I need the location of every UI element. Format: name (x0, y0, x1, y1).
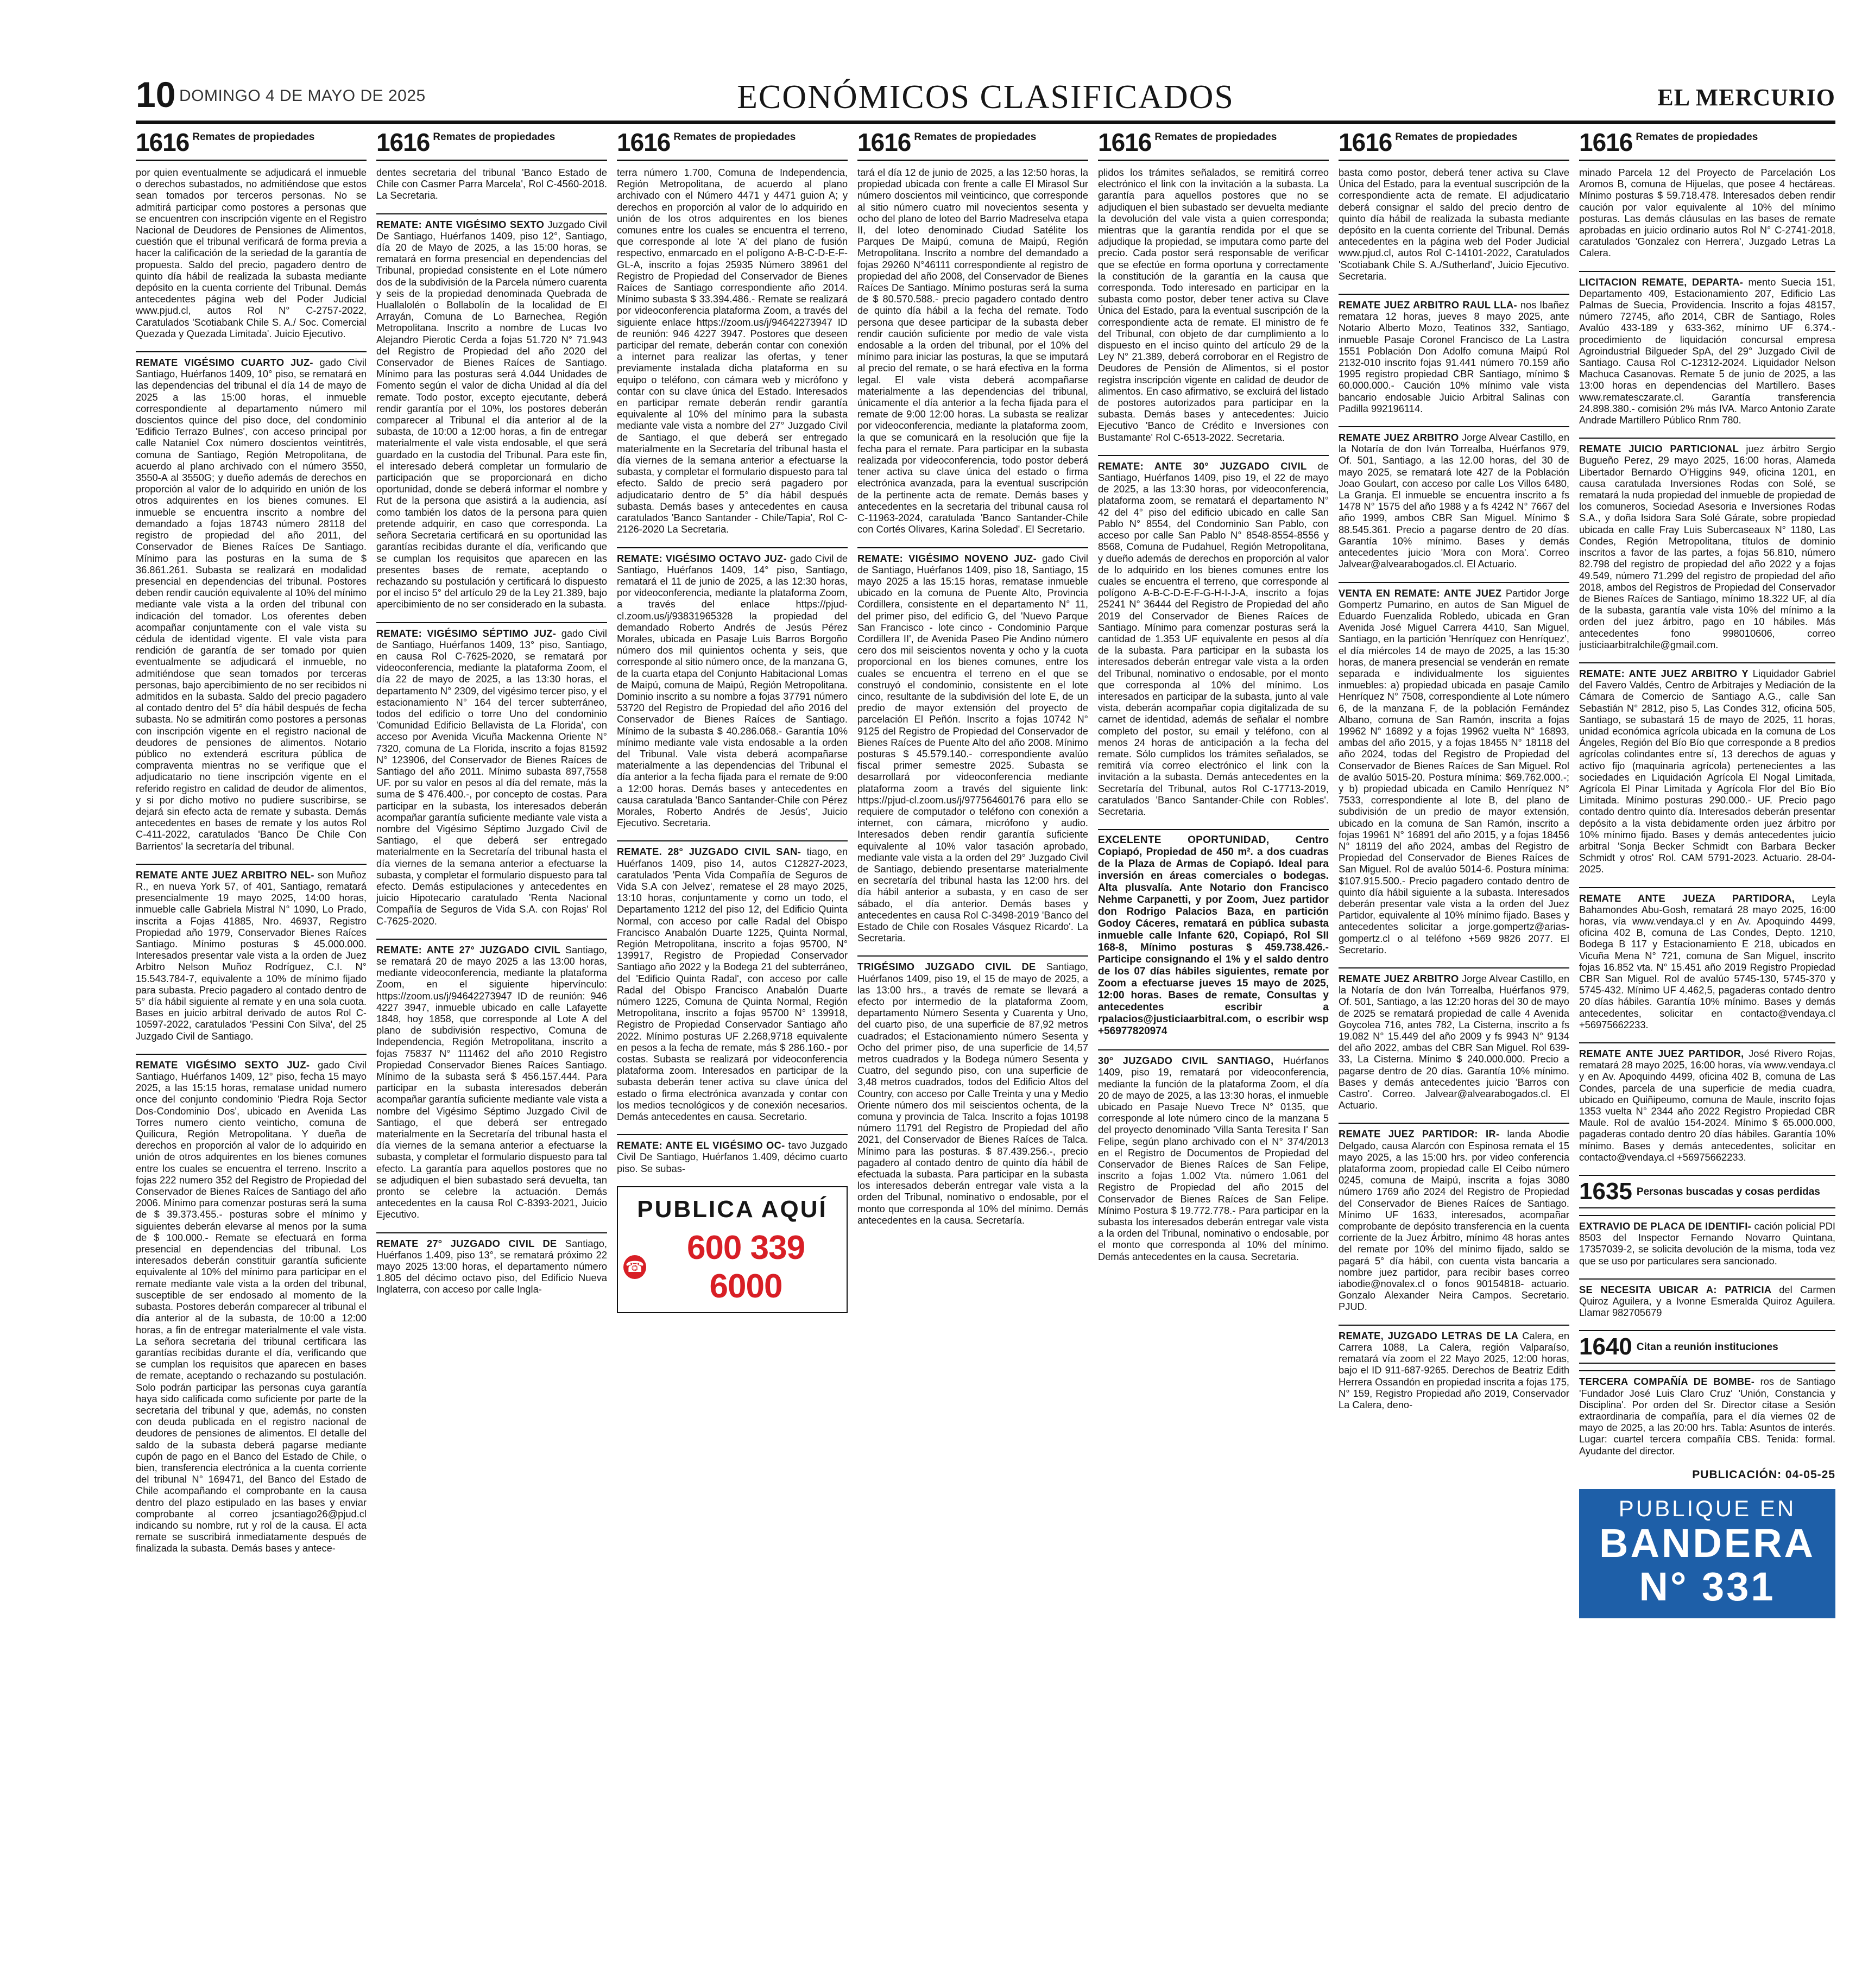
ad-body: cación policial PDI 8503 del Inspector Fernando Novarro Quintana, 17357039-2, se solicita devolución de la misma, toda vez que se uso por particulares sera sancionado. (1579, 1220, 1835, 1267)
section-code: 1616 (857, 128, 911, 156)
classified-ad (1579, 1048, 1835, 1163)
section-1635-header (1579, 1175, 1835, 1208)
ad-heading: REMATE VIGÉSIMO CUARTO JUZ- (136, 357, 320, 369)
ad-divider (1579, 1215, 1835, 1216)
column-5 (1098, 128, 1329, 1971)
ad-body: gado Civil de Santiago, Huérfanos 1409, 14° piso, Santiago, rematará el 11 de junio de 2025, a las 12:30 horas, por videoconferencia, mediante la plataforma Zoom, a través del enlace https://pjud-cl.zoom.us/j/93831965328 la propiedad del demandado Roberto Andrés de Jesús Pérez Morales, ubicada en Pasaje Luis Barros Borgoño número dos mil quinientos ochenta y seis, que corresponde al sitio número once, de la manzana G, de la cuarta etapa del Conjunto Habitacional Lomas de Maipú, comuna de Maipú, Región Metropolitana. Dominio inscrito a su nombre a fojas 37791 número 53720 del Registro de Propiedad del año 2016 del Conservador de Bienes Raíces de Santiago. Mínimo de la subasta $ 40.286.068.- Garantía 10% mínimo mediante vale vista endosable a la orden del Tribunal. Vale vista deberá acompañarse materialmente a las dependencias del Tribunal el día anterior a la fecha fijada para el remate de 9:00 a 12:00 horas. Demás bases y antecedentes en causa caratulada 'Banco Santander-Chile con Pérez Morales, Roberto Andrés de Jesús', Juicio Ejecutivo. Secretaria. (617, 552, 848, 829)
ad-divider (1579, 271, 1835, 272)
page-number: 10 (136, 74, 176, 115)
ad-body: basta como postor, deberá tener activa su Clave Única del Estado, para la eventual suscripción de la correspondiente acta de remate. El adjudicatario deberá consignar el saldo del precio dentro de quinto día hábil de realizada la subasta mediante depósito en la cuenta corriente del Tribunal. Demás antecedentes en la página web del Poder Judicial www.pjud.cl, autos Rol C-14101-2022, Caratulados 'Scotiabank Chile S. A./Sutherland', Juicio Ejecutivo. Secretaria. (1339, 167, 1569, 282)
ad-body: dentes secretaria del tribunal 'Banco Estado de Chile con Casmer Parra Marcela', Rol C-4560-2018. La Secretaria. (376, 167, 607, 201)
phone-number: 600 339 6000 (686, 1229, 805, 1305)
ad-divider (857, 955, 1088, 957)
ad-body: mento Suecia 151, Departamento 409, Estacionamiento 207, Edificio Las Palmas de Suecia, Providencia. Inscrito a fojas 48157, número 72745, año 2014, CBR de Santiago, Roles Avalúo 433-189 y 633-362, mínimo UF 6.374.- procedimiento de liquidación concursal empresa Agroindustrial Bilgueder SpA, del 29° Juzgado Civil de Santiago. Causa Rol C-12312-2024. Liquidador Nelson Machuca Casanovas. Remate 5 de junio de 2025, a las 13:00 horas en dependencias del Martillero. Bases www.rematesczarate.cl. Garantía transferencia 24.898.380.- comisión 2% más IVA. Marco Antonio Zarate Andrade Martillero Público Rnm 780. (1579, 276, 1835, 426)
ad-divider (1339, 582, 1569, 583)
ad-body: ros de Santiago 'Fundador José Luis Claro Cruz' 'Unión, Constancia y Disciplina'. Por orden del Sr. Director citase a Sesión extraordinaria de compañía, para el día viernes 02 de mayo de 2025, a las 20:00 hrs. Tabla: Asuntos de interés. Lugar: cuartel tercera compañía CBS. Tenida: formal. Ayudante del director. (1579, 1376, 1835, 1457)
classified-ad (1339, 299, 1569, 414)
ad-body: plidos los trámites señalados, se remitirá correo electrónico el link con la invitación a la subasta. La garantía para aquellos postores que no se adjudiquen el bien subastado ser devuelta mediante la devolución del vale vista a quien corresponda; mientras que la garantía rendida por el que se adjudique la propiedad, se imputara como parte del precio. Cada postor será responsable de verificar que se efectúe en forma oportuna y correctamente la constitución de la garantía en la causa que corresponda. Todo interesado en participar en la subasta como postor, deber tener activa su Clave Única del Estado, para la eventual suscripción de la correspondiente acta de remate. El ministro de fe del Tribunal, con objeto de dar cumplimiento a lo dispuesto en el inciso quinto del artículo 29 de la Ley N° 21.389, deberá corroborar en el Registro de Deudores de Pensión de Alimentos, si el postor registra inscripción vigente en calidad de deudor de alimentos. En caso afirmativo, se excluirá del listado de postores autorizados para participar en la subasta. Demás bases y antecedentes: Juicio Ejecutivo 'Banco de Crédito e Inversiones con Bustamante' Rol C-6513-2022. Secretaria. (1098, 167, 1329, 443)
ad-heading: REMATE: ANTE EL VIGÉSIMO OC- (617, 1139, 788, 1151)
classified-ad (1339, 1128, 1569, 1312)
publica-aqui-label: PUBLICA AQUÍ (637, 1195, 828, 1223)
section-code: 1616 (136, 128, 190, 156)
ad-body: gado Civil Santiago, Huérfanos 1409, 10° piso, se rematará en las dependencias del tribunal el día 14 de mayo de 2025 a las 15:00 horas, el inmueble correspondiente al departamento número mil doscientos quince del piso doce, del condominio 'Edificio Terrazo Bulnes', con acceso principal por calle Nataniel Cox número doscientos veintitrés, comuna de Santiago, Región Metropolitana, de acuerdo al plano archivado con el número 3550, 3550-A al 3550G; y dueño además de derechos en proporción al valor de lo adquirido en unión de los otros adquirentes en los bienes comunes. El inmueble se encuentra inscrito a nombre del demandado a fojas 18743 número 28118 del registro de propiedad del año 2011, del Conservador de Bienes Raíces De Santiago. Mínimo para las posturas en la suma de $ 36.861.261. Subasta se realizará en modalidad presencial en dependencias del tribunal. Postores deben rendir caución equivalente al 10% del mínimo mediante vale vista a la orden del tribunal con indicación del tomador. Los oferentes deben acompañar conjuntamente con el vale vista su cédula de identidad vigente. El vale vista para rendición de garantía de ser tomado por quien eventualmente se adjudicará el inmueble, no admitiéndose que sean tomados por terceras personas, bajo apercibimiento de no ser recibidos ni admitidos en la subasta. Saldo del precio pagadero al contado dentro del 5° día hábil después de fecha subasta. No se admitirán como postores a personas con inscripción vigente en el registro nacional de deudores de pensiones de alimentos. Notario público no extenderá escritura pública de compraventa mientras no se verifique que el adjudicatario no tiene inscripción vigente en el referido registro en calidad de deudor de alimentos, y si por dicho motivo no pudiere suscribirse, se dejará sin efecto acta de remate y subasta. Demás antecedentes en bases de remate y los autos Rol C-411-2022, caratulados 'Banco De Chile Con Barrientos' la secretaría del tribunal. (136, 357, 367, 852)
classified-ad (376, 1238, 607, 1295)
section-code: 1635 (1579, 1178, 1632, 1205)
ad-heading: REMATE: ANTE 27° JUZGADO CIVIL (376, 944, 565, 955)
classified-ad (1579, 892, 1835, 1030)
section-category: Remates de propiedades (1636, 131, 1758, 143)
section-category: Remates de propiedades (914, 131, 1037, 143)
classified-ad (617, 553, 848, 829)
ad-body: Jorge Alvear Castillo, en la Notaría de don Iván Torrealba, Huérfanos 979, Of. 501, Santiago, a las 12:20 horas del 30 de mayo de 2025 se rematará propiedad de calle 4 Avenida Goycolea 716, antes 782, La Cisterna, inscrito a fs 19.082 N° 15.449 del año 2009 y fs 9943 N° 9134 del año 2022, ambas del CBR San Miguel. Rol 639-33, La Cisterna. Mínimo $ 240.000.000. Precio a pagarse dentro de 20 días. Garantía 10% mínimo. Bases y demás antecedentes juicio 'Barros con Castro'. Correo. Jalvear@alvearabogados.cl. El Actuario. (1339, 973, 1569, 1111)
column-2 (376, 128, 607, 1971)
section-category: Remates de propiedades (1154, 131, 1277, 143)
ad-body: son Muñoz R., en nueva York 57, of 401, Santiago, rematará presencialmente 19 mayo 2025, 14:00 horas, inmueble calle Gabriela Mistral N° 1090, Lo Prado, inscrita a Fojas 41885, Nro. 46937, Registro Propiedad año 1979, Conservador Bienes Raíces Santiago. Mínimo posturas $ 45.000.000. Interesados presentar vale vista a la orden de Juez Arbitro Nelson Muñoz Rodríguez, C.I. N° 15.543.784-7, equivalente a 10% de mínimo fijado para subasta. Precio pagadero al contado dentro de 5° día hábil siguiente al remate y en una sola cuota. Bases en juicio arbitral derivado de autos Rol C-10597-2022, caratulados 'Pessini Con Silva', del 25 Juzgado Civil de Santiago. (136, 869, 367, 1042)
classified-ad (617, 846, 848, 1122)
ad-heading: REMATE JUEZ ARBITRO (1339, 432, 1462, 444)
ad-divider (1098, 455, 1329, 456)
ad-heading: REMATE: ANTE VIGÉSIMO SEXTO (376, 218, 548, 230)
section-code: 1616 (1339, 128, 1392, 156)
ad-divider (1098, 1049, 1329, 1050)
ad-heading: REMATE JUEZ ARBITRO (1339, 973, 1462, 984)
ad-body: Santiago, se rematará 20 de mayo 2025 a las 13:00 horas, mediante videoconferencia, mediante la plataforma Zoom, en el siguiente hipervínculo: https://zoom.us/j/94642273947 ID de reunión: 946 4227 3947, inmueble ubicado en calle Lafayette 1848, hoy 1858, que corresponde al Lote A del plano de subdivisión respectivo, Comuna de Independencia, Región Metropolitana, inscrito a fojas 75837 N° 111462 del año 2010 Registro Propiedad Conservador Bienes Raíces Santiago. Mínimo de la subasta será $ 456.157.444. Para participar en la subasta interesados deberán acompañar garantía suficiente mediante vale vista a nombre del Vigésimo Séptimo Juzgado Civil de Santiago, el que deberá ser entregado materialmente en la Secretaría del tribunal hasta el día viernes de la semana anterior a efectuarse la subasta, y completar el formulario dispuesto para tal efecto. La garantía para aquellos postores que no se adjudiquen el bien subastado será devuelta, tan pronto se celebre la actuación. Demás antecedentes en la causa Rol C-8393-2021, Juicio Ejecutivo. (376, 944, 607, 1220)
classified-ad (857, 167, 1088, 535)
classified-ad (1579, 443, 1835, 650)
ad-body: gado Civil de Santiago, Huérfanos 1409, piso 18, Santiago, 15 mayo 2025 a las 15:15 horas, rematase inmueble ubicado en la comuna de Puente Alto, Provincia Cordillera, consistente en el departamento N° 11, del primer piso, del edificio G, del 'Nuevo Parque San Francisco - lote cinco - Condominio Parque Cordillera II', de Avenida Paseo Pie Andino número cero dos mil seiscientos noventa y ocho y la cuota proporcional en los bienes comunes, entre los cuales se encuentra el terreno en el que se construyó el condominio, consistente en el lote cinco, resultante de la subdivisión del lote E, de un predio de mayor extensión del proyecto de parcelación El Peñón. Inscrito a fojas 10742 N° 9125 del Registro de Propiedad del Conservador de Bienes Raíces de Puente Alto del año 2008. Mínimo posturas $ 45.579.140.- correspondiente avalúo fiscal primer semestre 2025. Subasta se desarrollará por videoconferencia mediante plataforma zoom a través del siguiente link: https://pjud-cl.zoom.us/j/97756460176 para ello se requiere de computador o teléfono con conexión a internet, con cámara, micrófono y audio. Interesados deben rendir garantía suficiente equivalente al 10% valor tasación aprobado, mediante vale vista a la orden del 29° Juzgado Civil de Santiago, debiendo presentarse materialmente en secretaría del tribunal hasta las 12:00 hrs. del día hábil anterior a subasta, y en caso de ser sábado, el día anterior. Demás bases y antecedentes en causa Rol C-3498-2019 'Banco del Estado de Chile con Rosales Vásquez Ricardo'. La Secretaria. (857, 552, 1088, 944)
ad-heading: EXCELENTE OPORTUNIDAD, (1098, 834, 1296, 846)
column-1 (136, 128, 367, 1971)
ad-body: Leyla Bahamondes Abu-Gosh, rematará 28 mayo 2025, 16:00 horas, vía www.vendaya.cl y en Av. Apoquindo 4499, oficina 402 B, comuna de Las Condes, Depto. 1210, Bodega B 117 y Estacionamiento E 218, ubicados en Vicuña Mena N° 721, comuna de San Miguel, inscrito fojas 16.852 vta. N° 15.451 año 2019 Registro Propiedad CBR San Miguel. Rol de avalúo 5745-130, 5745-370 y 5745-432. Mínimo UF 4.462,5, pagaderas contado dentro 20 días hábiles. Garantía 10% mínimo. Bases y demás antecedentes, solicitar en contacto@vendaya.cl +56975662233. (1579, 892, 1835, 1030)
classified-ad (1339, 167, 1569, 282)
classified-ad (1579, 1376, 1835, 1456)
classified-ad (1098, 834, 1329, 1037)
ad-body: terra número 1.700, Comuna de Independencia, Región Metropolitana, de acuerdo al plano archivado con el Número 4471 y 4471 guion A; y derechos en proporción al valor de lo adquirido en unión de los otros adquirentes en los bienes comunes entre los cuales se encuentra el terreno, que corresponde al lote 'A' del plano de fusión respectivo, enmarcado en el polígono A-B-C-D-E-F-GL-A, inscrito a fojas 25935 Número 38961 del Registro de Propiedad del Conservador de Bienes Raíces de Santiago correspondiente año 2014. Mínimo subasta $ 33.394.486.- Remate se realizará por videoconferencia plataforma Zoom, a través del siguiente enlace https://zoom.us/j/94642273947 ID de reunión: 946 4227 3947. Postores que deseen participar del remate, deberán contar con conexión a internet para realizar las ofertas, y tener previamente instalada dicha plataforma en su equipo o teléfono, con cámara web y micrófono y contar con su clave única del Estado. Interesados en participar remate deberán rendir garantía equivalente al 10% del mínimo para la subasta mediante vale vista a nombre del 27° Juzgado Civil de Santiago, el que deberá ser entregado materialmente en la Secretaría del tribunal hasta el día viernes de la semana anterior a efectuarse la subasta, y completar el formulario dispuesto para tal efecto. Saldo de precio será pagadero por adjudicatario dentro de 5° día hábil después subasta. Demás bases y antecedentes en causa caratulados 'Banco Santander - Chile/Tapia', Rol C-2126-2020 La Secretaria. (617, 167, 848, 535)
classified-ad (857, 961, 1088, 1226)
ad-divider (136, 1054, 367, 1055)
bandera-top-text: PUBLIQUE EN (1618, 1495, 1796, 1521)
column-7 (1579, 128, 1835, 1971)
classified-ad (136, 1059, 367, 1554)
ad-body: Jorge Alvear Castillo, en la Notaría de don Iván Torrealba, Huérfanos 979, Of. 501, Santiago, a las 12.00 horas, del 30 de mayo 2025, se rematará lote 427 de la Población Joao Goulart, con acceso por calle Los Villos 6480, La Granja. El inmueble se encuentra inscrito a fs 1478 N° 1575 del año 1988 y a fs 4242 N° 7667 del año 1999, ambos CBR San Miguel. Mínimo $ 88.545.361. Precio a pagarse dentro de 20 días. Garantía 10% mínimo. Bases y demás antecedentes juicio 'Mora con Mora'. Correo Jalvear@alvearabogados.cl. El Actuario. (1339, 432, 1569, 570)
classified-ad (1098, 1055, 1329, 1262)
ad-body: Huérfanos 1409, piso 19, rematará por videoconferencia, mediante la función de la plataforma Zoom, el día 20 de mayo de 2025, a las 13:30 horas, el inmueble ubicado en Pasaje Nuevo Trece N° 0135, que corresponde al lote número cinco de la manzana 5 del proyecto denominado 'Villa Santa Teresita I' San Felipe, según plano archivado con el N° 374/2013 en el Registro de Documentos de Propiedad del Conservador de Bienes Raíces de San Felipe, inscrito a fojas 1.002 Vta. número 1.061 del Registro de Propiedad del año 2015 del Conservador de Bienes Raíces de San Felipe. Mínimo Postura $ 19.772.778.- Para participar en la subasta los interesados deberán entregar vale vista a la orden del Tribunal, nominativo o endosable, por el monto que corresponda al 10% del mínimo. Demás antecedentes en la causa. Secretaria. (1098, 1055, 1329, 1262)
section-category: Remates de propiedades (673, 131, 796, 143)
ad-body: minado Parcela 12 del Proyecto de Parcelación Los Aromos B, comuna de Hijuelas, que posee 4 hectáreas. Mínimo posturas $ 59.718.478. Interesados deben rendir caución por valor equivalente al 10% del mínimo posturas. Las demás cláusulas en las bases de remate aprobadas en juicio ordinario autos Rol N° C-2741-2018, caratulados 'Gonzalez con Herrera', Juzgado Letras La Calera. (1579, 167, 1835, 259)
section-code: 1616 (1098, 128, 1152, 156)
classified-ad (136, 357, 367, 852)
classified-ad (376, 628, 607, 927)
page-header (136, 76, 1835, 119)
classified-ad (376, 167, 607, 201)
ad-divider (1579, 1042, 1835, 1043)
classified-ad (136, 869, 367, 1042)
column-header (376, 128, 607, 161)
ad-heading: REMATE VIGÉSIMO SEXTO JUZ- (136, 1059, 318, 1071)
ad-heading: REMATE: VIGÉSIMO NOVENO JUZ- (857, 552, 1043, 564)
section-code: 1616 (376, 128, 430, 156)
ad-body: tavo Juzgado Civil De Santiago, Huérfanos 1.409, décimo cuarto piso. Se subas- (617, 1139, 848, 1174)
publica-aqui-box (617, 1186, 848, 1313)
ad-heading: REMATE. 28° JUZGADO CIVIL SAN- (617, 846, 807, 858)
ad-divider (857, 547, 1088, 548)
ad-heading: REMATE, JUZGADO LETRAS DE LA (1339, 1329, 1523, 1341)
ad-body: José Rivero Rojas, rematará 28 mayo 2025, 16:00 horas, vía www.vendaya.cl y en Av. Apoquindo 4499, oficina 402 B, comuna de Las Condes, parcela de una superficie de media cuadra, ubicado en Quiñipeumo, comuna de Maule, inscrito fojas 1353 vuelta N° 2344 año 2022 Registro Propiedad CBR Maule. Rol de avalúo 154-2024. Mínimo $ 65.000.000, pagaderas contado dentro 20 días hábiles. Garantía 10% mínimo. Bases y demás antecedentes, solicitar en contacto@vendaya.cl +56975662233. (1579, 1048, 1835, 1163)
ad-heading: REMATE: ANTE JUEZ ARBITRO Y (1579, 667, 1753, 679)
ad-divider (1339, 1325, 1569, 1326)
ad-heading: LICITACION REMATE, DEPARTA- (1579, 276, 1749, 288)
section-title: ECONÓMICOS CLASIFICADOS (737, 79, 1234, 116)
ad-heading: REMATE JUEZ ARBITRO RAUL LLA- (1339, 299, 1520, 311)
ad-divider (617, 840, 848, 841)
ad-divider (1339, 426, 1569, 427)
ad-body: Calera, en Carrera 1088, La Calera, región Valparaíso, rematará vía zoom el 22 Mayo 2025, 12:00 horas, bajo el ID 911-687-9265. Derechos de Beatriz Edith Herrera Ossandón en propiedad inscrita a fojas 175, N° 159, Registro Propiedad año 2019, Conservador La Calera, deno- (1339, 1329, 1569, 1410)
page-date: DOMINGO 4 DE MAYO DE 2025 (179, 87, 426, 105)
classified-ad (1579, 276, 1835, 426)
classified-ad (1579, 1220, 1835, 1267)
publication-date: PUBLICACIÓN: 04-05-25 (1692, 1468, 1835, 1481)
ad-body: tará el día 12 de junio de 2025, a las 12:50 horas, la propiedad ubicada con frente a calle El Mirasol Sur número doscientos mil veinticinco, que corresponde al sitio número cuatro mil novecientos sesenta y ocho del plano de loteo del Barrio Madreselva etapa II, del loteo denominado Ciudad Satélite los Parques De Maipú, comuna de Maipú, Región Metropolitana. Inscrito a nombre del demandado a fojas 29260 N°46111 correspondiente al registro de propiedad del año 2008, del Conservador de Bienes Raíces De Santiago. Mínimo posturas será la suma de $ 80.570.588.- precio pagadero contado dentro de quinto día hábil a la fecha del remate. Todo persona que desee participar de la subasta deber rendir caución suficiente por medio de vale vista endosable a la orden del tribunal, por el 10% del mínimo para iniciar las posturas, la que se imputará al precio del remate, o se hará efectiva en la forma legal. El vale vista deberá acompañarse materialmente a las dependencias del tribunal, únicamente el día anterior a la fecha fijada para el remate de 9:00 12:00 horas. La subasta se realizar por videoconferencia, mediante la plataforma zoom, la que se comunicará en la resolución que fije la fecha para el remate. Para participar en la subasta realizada por videoconferencia, todo postor deberá tener activa su clave única del estado o firma electrónica avanzada, para la eventual suscripción de la pertinente acta de remate. Demás bases y antecedentes en la secretaria del tribunal causa rol C-11963-2024, caratulada 'Banco Santander-Chile con Cortés Olivares, Karina Soledad'. El Secretario. (857, 167, 1088, 535)
ad-heading: REMATE ANTE JUEZ ARBITRO NEL- (136, 869, 318, 881)
classified-ad (1339, 432, 1569, 569)
ad-body: nos Ibañez rematara 12 horas, jueves 8 mayo 2025, ante Notario Alberto Mozo, Teatinos 332, Santiago, inmueble Pasaje Coronel Francisco de La Lastra 1551 Población Don Adolfo comuna Maipú Rol 2132-010 inscrito fojas 91.441 número 70.159 año 1995 registro propiedad CBR Santiago, mínimo $ 60.000.000.- Caución 10% mínimo vale vista bancario endosable Juicio Arbitral Salinas con Padilla 992196114. (1339, 299, 1569, 414)
column-4 (857, 128, 1088, 1971)
ad-heading: REMATE ANTE JUEZA PARTIDORA, (1579, 892, 1812, 904)
ad-body: gado Civil de Santiago, Huérfanos 1409, 13° piso, Santiago, en causa Rol C-7625-2020, se rematará por videoconferencia, mediante la plataforma Zoom, el día 22 de mayo de 2025, a las 13:30 horas, el departamento N° 2309, del vigésimo tercer piso, y el estacionamiento N° 164 del tercer subterráneo, todos del edificio o torre Uno del condominio 'Comunidad Edificio Bellavista de La Florida', con acceso por Avenida Vicuña Mackenna Oriente N° 7320, comuna de La Florida, inscrito a fojas 81592 N° 123906, del Conservador de Bienes Raíces de Santiago del año 2011. Mínimo subasta 897,7558 UF. por su valor en pesos al día del remate, más la suma de $ 476.400.-, por concepto de costas. Para participar en la subasta, los interesados deberán acompañar garantía suficiente mediante vale vista a nombre del Vigésimo Séptimo Juzgado Civil de Santiago, el que deberá ser entregado materialmente en la Secretaría del tribunal hasta el día viernes de la semana anterior a efectuarse la subasta, y completar el formulario dispuesto para tal efecto. Demás estipulaciones y antecedentes en juicio Hipotecario caratulado 'Renta Nacional Compañía de Seguros de Vida S.A. con Rojas' Rol C-7625-2020. (376, 627, 607, 927)
ad-divider (136, 864, 367, 865)
section-category: Remates de propiedades (1395, 131, 1518, 143)
section-category: Remates de propiedades (192, 131, 315, 143)
publica-phone (623, 1229, 841, 1306)
ad-divider (1339, 967, 1569, 968)
classified-ad (376, 219, 607, 610)
section-category: Citan a reunión instituciones (1636, 1341, 1778, 1353)
ad-body: de Santiago, Huérfanos 1409, piso 19, el 22 de mayo de 2025, a las 13:30 horas, por videoconferencia, plataforma zoom, se rematará el departamento N° 42 del 4° piso del edificio ubicado en calle San Pablo N° 8554, del Condominio San Pablo, con acceso por calle San Pablo N° 8548-8554-8556 y 8568, Comuna de Pudahuel, Región Metropolitana, y dueño además de derechos en proporción al valor de lo adquirido en los bienes comunes entre los cuales se encuentra el terreno, que corresponde al polígono A-B-C-D-E-F-G-H-I-J-A, inscrito a fojas 25241 N° 36444 del Registro de Propiedad del año 2019 del Conservador de Bienes Raíces de Santiago. Mínimo para comenzar posturas será la cantidad de 1.353 UF equivalente en pesos al día de la subasta. Para participar en la subasta los interesados deberán entregar vale vista a la orden del Tribunal, nominativo o endosable, por el monto que corresponda al 10% del mínimo. Los interesados en participar de la subasta, junto al vale vista, deberán acompañar copia digitalizada de su carnet de identidad, además de señalar el nombre completo del postor, su email y teléfono, con al menos 24 horas de anticipación a la fecha del remate. Sólo cumplidos los trámites señalados, se remitirá vía correo electrónico el link con la invitación a la subasta. Demás antecedentes en la Secretaría del Tribunal, autos Rol C-17713-2019, caratulados 'Banco Santander-Chile con Robles'. Secretaria. (1098, 460, 1329, 817)
ad-heading: REMATE: VIGÉSIMO OCTAVO JUZ- (617, 552, 790, 564)
classified-ad (1339, 587, 1569, 956)
column-header (617, 128, 848, 161)
ad-heading: REMATE: ANTE 30° JUZGADO CIVIL (1098, 460, 1318, 472)
classified-ad (1579, 668, 1835, 875)
section-code: 1616 (1579, 128, 1633, 156)
ad-body: landa Abodie Delgado, causa Alarcón con Espinosa remata el 15 mayo 2025, a las 15:00 hrs. por video conferencia plataforma zoom, propiedad calle El Ceibo número 0245, comuna de Maipú, inscrita a fojas 3080 número 1769 año 2024 del Registro de Propiedad del Conservador de Bienes Raíces de Santiago. Mínimo UF 1633, interesados, acompañar comprobante de depósito transferencia en la cuenta corriente de la Juez Árbitro, mínimo 48 horas antes del remate por 10% del mínimo fijado, saldo se pagará 5° día hábil, con cuenta vista bancaria a nombre juez partidor, para recibir bases correo iabodie@novalex.cl o fonos 90154818- actuario. Gonzalo Alexander Neira Campos. Secretario. PJUD. (1339, 1128, 1569, 1313)
column-header (1339, 128, 1569, 161)
ad-heading: EXTRAVIO DE PLACA DE IDENTIFI- (1579, 1220, 1754, 1232)
ad-heading: REMATE 27° JUZGADO CIVIL DE (376, 1237, 565, 1249)
bandera-bottom-text: BANDERA N° 331 (1599, 1520, 1815, 1609)
ad-divider (376, 939, 607, 940)
ad-divider (1579, 1278, 1835, 1280)
ad-divider (1579, 1370, 1835, 1371)
classified-ad (1579, 1284, 1835, 1319)
ad-heading: TRIGÉSIMO JUZGADO CIVIL DE (857, 961, 1046, 973)
ad-divider (136, 351, 367, 352)
ad-divider (376, 213, 607, 214)
classified-ad (1339, 973, 1569, 1111)
ad-heading: REMATE: VIGÉSIMO SÉPTIMO JUZ- (376, 627, 561, 639)
classified-ad (1098, 460, 1329, 817)
ad-body: Liquidador Gabriel del Favero Valdés, Centro de Arbitrajes y Mediación de la Cámara de Comercio de Santiago A.G., calle San Sebastián N° 2812, piso 5, Las Condes 312, oficina 505, Santiago, se subastará 15 de mayo de 2025, 11 horas, unidad económica agrícola ubicada en la comuna de Los Ángeles, Región del Bío Bío que corresponde a 8 predios agrícolas colindantes entre sí, 13 derechos de aguas y activo fijo (maquinaria agrícola) pertenecientes a las sociedades en Liquidación Agrícola El Nogal Limitada, Agrícola El Pinar Limitada y Agrícola Flor del Bío Bío Limitada. Mínimo posturas 290.000.- UF. Precio pago contado dentro quinto día. Interesados deberán presentar depósito a la vista debidamente orden juez árbitro por 10% mínimo fijado. Bases y demás antecedentes juicio arbitral 'Sonja Becker Schmidt con Barbara Becker Schmidt y otros' Rol. CAM 5791-2023. Actuario. 28-04-2025. (1579, 667, 1835, 875)
ad-heading: 30° JUZGADO CIVIL SANTIAGO, (1098, 1055, 1283, 1067)
ad-divider (1579, 438, 1835, 439)
ad-divider (617, 1134, 848, 1135)
header-rule (136, 121, 1835, 124)
ad-body: Santiago, Huérfanos 1.409, piso 13°, se rematará próximo 22 mayo 2025 13:00 horas, el departamento número 1.805 del décimo octavo piso, del Edificio Nueva Inglaterra, con acceso por calle Ingla- (376, 1237, 607, 1295)
ad-body: Santiago, Huérfanos 1409, piso 19, el 15 de mayo de 2025, a las 13:00 hrs., a través de remate se llevará a efecto por intermedio de la plataforma Zoom, departamento Número Sesenta y Cuarenta y Uno, del cuarto piso, de una superficie de 87,92 metros cuadrados; el Estacionamiento número Sesenta y Ocho del primer piso, de una superficie de 14,57 metros cuadrados y la Bodega número Sesenta y Cuatro, del segundo piso, con una superficie de 3,48 metros cuadrados, todos del Edificio Altos del Country, con acceso por Calle Treinta y una y Medio Oriente número dos mil seiscientos ochenta, de la comuna y provincia de Talca. Inscrito a fojas 10198 número 11791 del Registro de Propiedad del año 2021, del Conservador de Bienes Raíces de Talca. Mínimo para las posturas. $ 87.439.256.-, precio pagadero al contado dentro de quinto día hábil de efectuada la subasta. Para participar en la subasta los interesados deberán entregar vale vista a la orden del Tribunal, nominativo o endosable, por el monto que corresponda al 10% del mínimo. Demás antecedentes en la causa. Secretaría. (857, 961, 1088, 1226)
ad-heading: REMATE JUEZ PARTIDOR: IR- (1339, 1128, 1507, 1140)
ad-divider (376, 622, 607, 623)
section-1640-header (1579, 1330, 1835, 1364)
classified-ad (1339, 1330, 1569, 1410)
classified-ad (617, 167, 848, 535)
ad-body: gado Civil Santiago, Huérfanos 1409, 12° piso, fecha 15 mayo 2025, a las 15:15 horas, rematase unidad numero once del conjunto condominio 'Piedra Roja Sector Dos-Condominio Dos', ubicado en Avenida Las Torres numero ciento veinticho, comuna de Quilicura, Región Metropolitana. Y dueña de derechos en proporción al valor de lo adquirido en unión de otros adquirentes en los bienes comunes entre los cuales se encuentra el terreno. Inscrito a fojas 222 numero 352 del Registro de Propiedad del Conservador de Bienes Raíces de Santiago del año 2006. Mínimo para comenzar posturas será la suma de $ 39.373.455.- posturas sobre el mínimo y siguientes deberán elevarse al menos por la suma de $ 100.000.- Remate se efectuará en forma presencial en dependencias del tribunal. Los interesados deberán constituir garantía suficiente equivalente al 10% del mínimo para participar en el remate mediante vale vista a la orden del tribunal, susceptible de ser endosado al momento de la subasta. Postores deberán comparecer al tribunal el día anterior al de la subasta, de 10:00 a 12:00 horas, a fin de entregar materialmente el vale vista. La señora secretaria del tribunal certificara las garantías recibidas durante el día, verificando que se cumplan los requisitos que aparecen en bases de remate, aceptando o rechazando su postulación. Solo podrán participar las personas cuya garantía haya sido calificada como suficiente por parte de la secretaria del tribunal y que, además, no consten con deuda publicada en el registro nacional de deudores de pensiones de alimentos. El detalle del saldo de la subasta deberá pagarse mediante cupón de pago en el Banco del Estado de Chile, o bien, transferencia electrónica a la cuenta corriente del tribunal N° 169471, del Banco del Estado de Chile acompañando el comprobante en la causa dentro del plazo estipulado en las bases y enviar comprobante al correo jcsantiago26@pjud.cl indicando su nombre, rut y rol de la causa. El acta remate se suscribirá inmediatamente después de finalizada la subasta. Demás bases y antece- (136, 1059, 367, 1554)
ad-divider (1579, 662, 1835, 663)
column-6 (1339, 128, 1569, 1971)
ad-divider (617, 547, 848, 548)
ad-body: Juzgado Civil De Santiago, Huérfanos 1409, piso 12°, Santiago, día 20 de Mayo de 2025, a las 15:00 horas, se rematará en forma presencial en dependencias del Tribunal, propiedad consistente en el Lote número dos de la subdivisión de la Parcela número cuarenta y seis de la propiedad denominada Quebrada de Huallalolén o Bollabolín de la localidad de El Arrayán, Comuna de Lo Barnechea, Región Metropolitana. Inscrito a nombre de Lucas Ivo Alejandro Pierotic Cerda a fojas 51.720 N° 71.943 del Registro de Propiedad del año 2020 del Conservador de Bienes Raíces de Santiago. Mínimo para las posturas será 4.044 Unidades de Fomento según el valor de dicha Unidad al día del remate. Todo postor, excepto ejecutante, deberá rendir garantía por el 10%, los postores deberán comparecer al Tribunal el día anterior al de la subasta, de 10:00 a 12:00 horas, a fin de entregar materialmente el vale vista endosable, el que será guardado en la custodia del Tribunal. Para este fin, el interesado deberá completar un formulario de participación que se proporcionará en dicho oportunidad, donde se deberá informar el nombre y Rut de la persona que asistirá a la audiencia, así como también los datos de la persona para quien pretende adquirir, en caso que corresponda. La señora Secretaria certificará en su oportunidad las garantías recibidas durante el día, verificando que se cumplan los requisitos que aparecen en las presentes bases de remate, aceptando o rechazando su postulación y certificará lo dispuesto por el inciso 5° del artículo 29 de la Ley 21.389, bajo apercibimiento de no ser considerado en la subasta. (376, 218, 607, 610)
ad-divider (1579, 887, 1835, 888)
phone-icon: ☎ (623, 1255, 646, 1279)
ad-body: Partidor Jorge Gompertz Pumarino, en autos de San Miguel de Eduardo Fuenzalida Robledo, ubicada en Gran Avenida José Miguel Carrera 4410, San Miguel, Santiago, en la partición 'Henríquez con Henríquez', el día miércoles 14 de mayo de 2025, a las 15:30 horas, de manera presencial se venderán en remate separada e individualmente los siguientes inmuebles: a) propiedad ubicada en pasaje Camilo Henríquez N° 7508, correspondiente al Lote número 6, de la manzana F, de la población Fernández Albano, comuna de San Ramón, inscrita a fojas 19962 N° 16892 y a fojas 19962 vuelta N° 16893, ambas del año 2015, y a fojas 18455 N° 18118 del año 2024, todas del Registro de Propiedad del Conservador de Bienes Raíces de San Miguel. Rol de avalúo 5015-20. Postura mínima: $69.762.000.-; y b) propiedad ubicada en Camilo Henríquez N° 7533, correspondiente al lote B, del plano de subdivisión de un predio de mayor extensión, ubicado en la comuna de San Ramón, inscrito a fojas 19961 N° 16891 del año 2015, y a fojas 18456 N° 18119 del año 2024, ambas del Registro de Propiedad del Conservador de Bienes Raíces de San Miguel. Rol de avalúo 5014-6. Postura mínima: $107.915.500.- Precio pagadero contado dentro de quinto día hábil siguiente a la subasta. Interesados deberán presentar vale vista a la orden del Juez Partidor, equivalente al 10% mínimo fijado. Bases y antecedentes solicitar a jorge.gompertz@arias-gompertz.cl o al teléfono +569 9826 2077. El Secretario. (1339, 587, 1569, 955)
ad-heading: REMATE ANTE JUEZ PARTIDOR, (1579, 1048, 1749, 1060)
section-category: Remates de propiedades (433, 131, 556, 143)
classified-ad (617, 1139, 848, 1174)
classified-ad (376, 944, 607, 1220)
ad-body: del Carmen Quiroz Aguilera, y a Ivonne Esmeralda Quiroz Aguilera. Llamar 982705679 (1579, 1283, 1835, 1319)
ad-heading: SE NECESITA UBICAR A: PATRICIA (1579, 1283, 1779, 1295)
ad-divider (1339, 1123, 1569, 1124)
column-header (857, 128, 1088, 161)
column-header (1098, 128, 1329, 161)
ad-heading: VENTA EN REMATE: ANTE JUEZ (1339, 587, 1506, 599)
ad-body: tiago, en Huérfanos 1409, piso 14, autos C12827-2023, caratulados 'Penta Vida Compañía de Seguros de Vida S.A con Jelvez', rematese el 28 mayo 2025, 13:10 horas, conjuntamente y como un todo, el Departamento 1212 del piso 12, del Edificio Quinta Normal, con acceso por calle Radal del Obispo Francisco Anabalón Duarte 1225, Quinta Normal, Región Metropolitana, inscrito a fojas 95700, N° 139917, Registro de Propiedad Conservador Santiago año 2022 y la Bodega 21 del subterráneo, del 'Edificio Quinta Radal', con acceso por calle Radal del Obispo Francisco Anabalón Duarte número 1225, Comuna de Quinta Normal, Región Metropolitana, inscrito a fojas 95700 N° 139918, Registro de Propiedad Conservador Santiago año 2022. Mínimo posturas UF 2.268,9718 equivalente en pesos a la fecha de remate, más $ 286.160.- por costas. Subasta se realizará por videoconferencia plataforma zoom. Interesados en participar de la subasta deberán tener activa su clave única del estado o firma electrónica avanzada y contar con los medios tecnológicos y de conexión necesarios. Demás antecedentes en causa. Secretario. (617, 846, 848, 1123)
bandera-banner (1579, 1489, 1835, 1618)
column-3 (617, 128, 848, 1971)
ad-body: juez árbitro Sergio Bugueño Perez, 29 mayo 2025, 16:00 horas, Alameda Libertador Bernardo O'Higgins 949, oficina 1201, en causa caratulada Inversiones Rodas con Solé, se rematará la nuda propiedad del inmueble de propiedad de los comuneros, Sociedad Asesoria e Inversiones Rodas S.A., y doña Isidora Sara Solé Gárate, sobre propiedad ubicada en calle Fray Luis Subercaseaux N° 1180, Las Condes, Región Metropolitana, títulos de dominio inscritos a favor de las partes, a fojas 56.810, número 82.798 del registro de propiedad del año 2022 y a fojas 49.549, número 71.299 del registro de propiedad del año 2018, ambos del Registros de Propiedad del Conservador de Bienes Raíces de Santiago, mínimo 18.322 UF, al día de la subasta, garantía vale vista 10% del mínimo a la orden del juez árbitro, pago en 10 hábiles. Más antecedentes fono 998010606, correo justiciaarbitralchile@gmail.com. (1579, 443, 1835, 650)
ad-heading: REMATE JUICIO PARTICIONAL (1579, 443, 1746, 455)
ad-heading: TERCERA COMPAÑÍA DE BOMBE- (1579, 1376, 1760, 1388)
column-header (1579, 128, 1835, 161)
section-code: 1640 (1579, 1333, 1632, 1360)
ad-divider (376, 1232, 607, 1233)
section-category: Personas buscadas y cosas perdidas (1636, 1186, 1820, 1198)
classified-ad (1098, 167, 1329, 443)
classified-ad (857, 553, 1088, 944)
newspaper-brand: EL MERCURIO (1657, 84, 1835, 111)
ad-body: Centro Copiapó, Propiedad de 450 m². a dos cuadras de la Plaza de Armas de Copiapó. Ideal para inversión en áreas comerciales o bodegas. Alta plusvalía. Ante Notario don Francisco Nehme Carpanetti, y por Zoom, Juez partidor don Rodrigo Palacios Baza, en partición Godoy Cáceres, rematará en pública subasta inmueble calle Infante 620, Copiapó, Rol SII 168-8, Mínimo posturas $ 459.738.426.- Participe consignando el 1% y el saldo dentro de los 07 días hábiles siguientes, remate por Zoom a efectuarse jueves 15 mayo de 2025, 12:00 horas. Bases de remate, Consultas y antecedentes escribir a rpalacios@justiciaarbitral.com, o escribir wsp +56977820974 (1098, 834, 1329, 1037)
ad-divider (1339, 294, 1569, 295)
classified-ad (1579, 167, 1835, 259)
ad-divider (1098, 829, 1329, 830)
column-header (136, 128, 367, 161)
ad-body: por quien eventualmente se adjudicará el inmueble o derechos subastados, no admitiéndose que estos sean tomados por terceros personas. No se admitirá participar como postores a personas que se encuentren con inscripción vigente en el Registro Nacional de Deudores de Pensiones de Alimentos, cuestión que el tribunal verificará de forma previa a hacer la calificación de la seriedad de la garantía de propuesta. Saldo del precio, pagadero dentro de quinto día hábil de realizada la subasta mediante depósito en la cuenta corriente del Tribunal. Demás antecedentes página web del Poder Judicial www.pjud.cl, autos Rol N° C-2757-2022, Caratulados 'Scotiabank Chile S. A./ Soc. Comercial Quezada y Quezada Limitada'. Juicio Ejecutivo. (136, 167, 367, 339)
section-code: 1616 (617, 128, 671, 156)
classified-ad (136, 167, 367, 339)
